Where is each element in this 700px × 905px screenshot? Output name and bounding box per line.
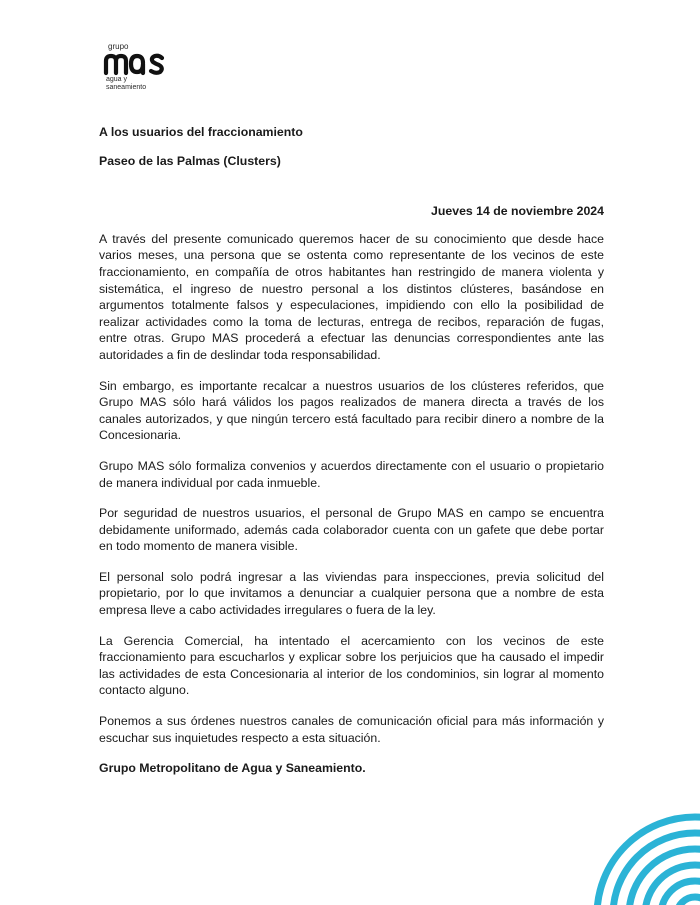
paragraph-3: Grupo MAS sólo formaliza convenios y acuerdos directamente con el usuario o propietario de manera individual por cada inmueble. — [99, 458, 604, 490]
recipient-line-1: A los usuarios del fraccionamiento — [99, 125, 303, 139]
paragraph-5: El personal solo podrá ingresar a las viviendas para inspecciones, previa solicitud del propietario, por lo que invitamos a denunciar a cualquier persona que a nombre de esta empresa lleve a cabo actividades irregulares o fuera de la ley. — [99, 569, 604, 618]
logo-grupo-text: grupo — [108, 42, 129, 51]
logo-subtitle-line1: agua y — [106, 76, 128, 83]
paragraph-1: A través del presente comunicado queremos hacer de su conocimiento que desde hace varios meses, una persona que se ostenta como representante de los vecinos de este fraccionamiento, en compañía de otros habitantes han restringido de manera violenta y sistemática, el ingreso de nuestro personal a los distintos clústeres, basándose en argumentos totalmente falsos y especulaciones, impidiendo con ello la posibilidad de realizar actividades como la toma de lecturas, entrega de recibos, reparación de fugas, entre otras. Grupo MAS procederá a efectuar las denuncias correspondientes ante las autoridades a fin de deslindar toda responsabilidad. — [99, 231, 604, 362]
logo-subtitle-line2: saneamiento — [106, 84, 147, 91]
signature: Grupo Metropolitano de Agua y Saneamiento. — [99, 761, 366, 776]
recipient-line-2: Paseo de las Palmas (Clusters) — [99, 153, 281, 168]
paragraph-7: Ponemos a sus órdenes nuestros canales de comunicación oficial para más información y escuchar sus inquietudes respecto a esta situación. — [99, 714, 604, 745]
letter-body — [99, 124, 604, 777]
logo-subtitle — [106, 76, 146, 92]
company-logo — [102, 42, 182, 94]
paragraph-4: Por seguridad de nuestros usuarios, el personal de Grupo MAS en campo se encuentra debidamente uniformado, además cada colaborador cuenta con un gafete que debe portar en todo momento de manera visible. — [99, 506, 604, 554]
paragraph-2: Sin embargo, es importante recalcar a nuestros usuarios de los clústeres referidos, que Grupo MAS sólo hará válidos los pagos realizados de manera directa a través de los canales autorizados, y que ningún tercero está facultado para recibir dinero a nombre de la Concesionaria. — [99, 378, 604, 443]
letter-date: Jueves 14 de noviembre 2024 — [431, 204, 604, 219]
paragraph-6: La Gerencia Comercial, ha intentado el acercamiento con los vecinos de este fraccionamiento para escucharlos y explicar sobre los perjuicios que ha causado el impedir las actividades de esta Concesionaria al interior de los condominios, sin lograr al momento contacto alguno. — [99, 633, 604, 698]
logo-mas-wordmark — [102, 49, 172, 79]
concentric-arcs-graphic — [540, 790, 700, 905]
